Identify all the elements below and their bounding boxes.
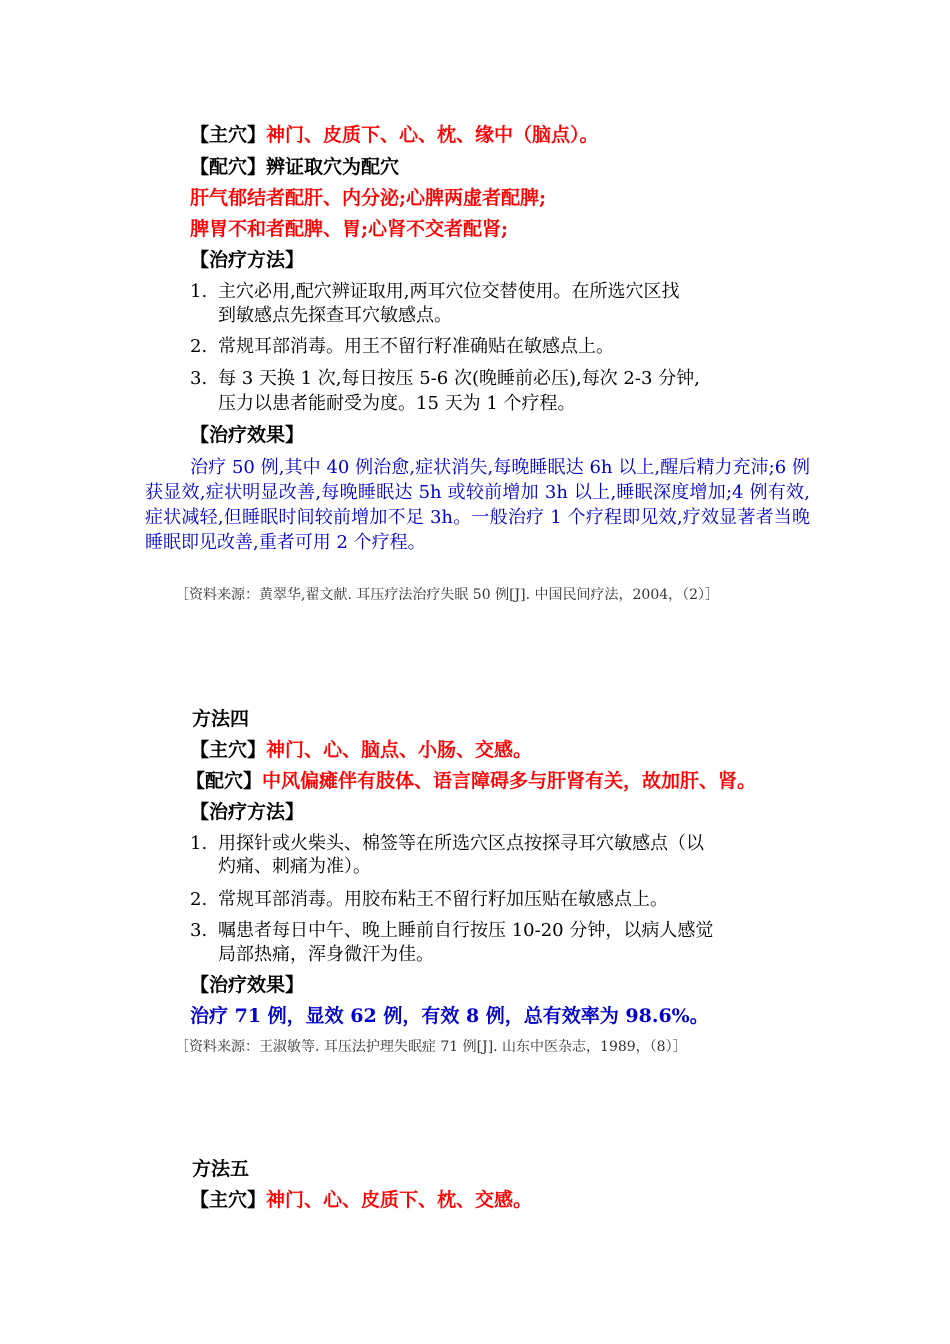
m4-step-3-line-1: 嘱患者每日中午、晚上睡前自行按压 10-20 分钟，以病人感觉 [218, 920, 714, 941]
m5-main-points: 神门、心、皮质下、枕、交感。 [266, 1189, 533, 1211]
m4-effect-heading: 【治疗效果】 [190, 974, 305, 996]
m4-step-2-line-1: 常规耳部消毒。用胶布粘王不留行籽加压贴在敏感点上。 [218, 889, 668, 910]
m4-step-1-num: 1. [190, 833, 208, 854]
m3-step-1-line-2: 到敏感点先探查耳穴敏感点。 [218, 305, 452, 326]
m4-effect-text: 治疗 71 例，显效 62 例，有效 8 例，总有效率为 98.6%。 [190, 1005, 709, 1027]
m3-main-head: 【主穴】 [190, 124, 267, 146]
m3-step-2-num: 2. [190, 336, 208, 357]
m3-effect-heading: 【治疗效果】 [190, 424, 305, 446]
m4-sec-head: 【配穴】 [186, 770, 263, 792]
m4-step-2-num: 2. [190, 889, 208, 910]
m4-main-points: 神门、心、脑点、小肠、交感。 [266, 739, 533, 761]
m4-step-3-num: 3. [190, 920, 208, 941]
m4-sec-text: 中风偏瘫伴有肢体、语言障碍多与肝肾有关，故加肝、肾。 [262, 770, 757, 792]
m4-step-3-line-2: 局部热痛，浑身微汗为佳。 [218, 944, 434, 965]
m3-effect-paragraph: 治疗 50 例,其中 40 例治愈,症状消失,每晚睡眠达 6h 以上,醒后精力充沛;6 例获显效,症状明显改善,每晚睡眠达 5h 或较前增加 3h 以上,睡眠深度增加;4 例有效,症状减轻,但睡眠时间较前增加不足 3h。一般治疗 1 个疗程即见效,疗效显著者当晚睡眠即见改善,重者可用 2 个疗程。 [145, 457, 810, 553]
m3-step-3-line-1: 每 3 天换 1 次,每日按压 5-6 次(晚睡前必压),每次 2-3 分钟, [218, 368, 700, 389]
m3-sec-text: 辨证取穴为配穴 [266, 156, 400, 178]
m3-secondary-points-line [190, 158, 399, 177]
m3-step-3-line-2: 压力以患者能耐受为度。15 天为 1 个疗程。 [218, 393, 576, 414]
m4-source-citation: ［资料来源：王淑敏等. 耳压法护理失眠症 71 例[J]. 山东中医杂志，1989，（8）］ [175, 1039, 687, 1055]
m4-step-1-line-2: 灼痛、刺痛为准）。 [218, 856, 371, 877]
m3-method-heading: 【治疗方法】 [190, 249, 305, 271]
m5-title: 方法五 [192, 1158, 250, 1180]
m4-step-1-line-1: 用探针或火柴头、棉签等在所选穴区点按探寻耳穴敏感点（以 [218, 833, 704, 854]
m3-sec-head: 【配穴】 [190, 156, 267, 178]
m3-sec-line-2: 脾胃不和者配脾、胃;心肾不交者配肾; [190, 218, 509, 240]
m4-method-heading: 【治疗方法】 [190, 801, 305, 823]
m3-main-points: 神门、皮质下、心、枕、缘中（脑点）。 [266, 124, 599, 146]
m4-main-points-line [190, 741, 532, 760]
m3-sec-line-1: 肝气郁结者配肝、内分泌;心脾两虚者配脾; [190, 187, 547, 209]
m3-step-2-line-1: 常规耳部消毒。用王不留行籽准确贴在敏感点上。 [218, 336, 614, 357]
m4-main-head: 【主穴】 [190, 739, 267, 761]
m5-main-points-line [190, 1191, 532, 1210]
m3-step-1-line-1: 主穴必用,配穴辨证取用,两耳穴位交替使用。在所选穴区找 [218, 281, 680, 302]
m3-step-3-num: 3. [190, 368, 208, 389]
m4-secondary-points-line [186, 772, 756, 791]
m3-step-1-num: 1. [190, 281, 208, 302]
m5-main-head: 【主穴】 [190, 1189, 267, 1211]
m3-main-points-line [190, 126, 599, 145]
m4-title: 方法四 [192, 708, 250, 730]
m3-source-citation: ［资料来源：黄翠华,翟文献. 耳压疗法治疗失眠 50 例[J]. 中国民间疗法，2004，（2）］ [175, 587, 720, 603]
